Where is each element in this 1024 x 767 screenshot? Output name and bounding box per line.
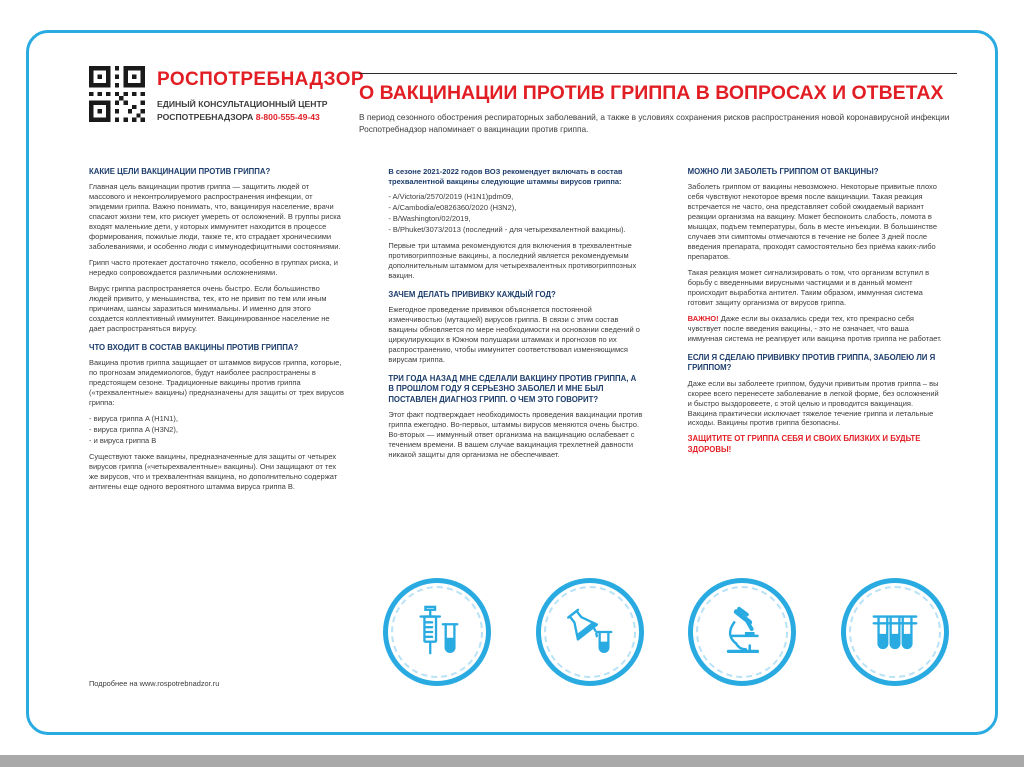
paragraph: Главная цель вакцинации против гриппа — защитить людей от массового и неконтролируемого распространения инфекции, от эпидемии гриппа. Важно понимать, что, вакцинируя население, врачи спасают жизни тем, кто рискует умереть от осложнений. В группы риска входят маленькие дети, у которых иммунитет находится в процессе формирования, пожилые люди, также те, кто страдает хроническими заболеваниями, и особенно люди с иммунодефицитными состояниями. <box>89 182 341 252</box>
question-heading: МОЖНО ЛИ ЗАБОЛЕТЬ ГРИППОМ ОТ ВАКЦИНЫ? <box>687 167 879 176</box>
microscope-icon <box>688 578 796 686</box>
important-note: ВАЖНО! Даже если вы оказались среди тех, кто прекрасно себя чувствует после введения вакцины, - это не означает, что ваша иммунная система не реагирует или вакцина против гриппа не работает. <box>687 313 942 343</box>
paragraph: Существуют также вакцины, предназначенные для защиты от четырех вирусов гриппа («четырехвалентные» вакцины). Они защищают от тех же вирусов, что и трехвалентная вакцина, но дополнительно содержат антигены еще одного вероятного штамма вируса гриппа B. <box>89 452 338 491</box>
list-item: - вируса гриппа A (H1N1), <box>89 414 178 424</box>
qr-code <box>89 66 145 122</box>
page-subtitle: В период сезонного обострения респираторных заболеваний, а также в условиях сохранения рисков распространения новой коронавирусной инфекции Роспотребнадзор напоминает о вакцинации против гриппа. <box>359 112 950 135</box>
question-heading: ЗАЧЕМ ДЕЛАТЬ ПРИВИВКУ КАЖДЫЙ ГОД? <box>388 289 556 299</box>
icons-row <box>383 578 949 686</box>
brand-block <box>157 69 367 125</box>
paragraph: Грипп часто протекает достаточно тяжело, особенно в группах риска, и нередко сопровождается различными осложнениями. <box>89 258 338 278</box>
strain-list <box>388 192 643 235</box>
list-item: - A/Cambodia/e0826360/2020 (H3N2), <box>388 202 517 212</box>
content-columns <box>89 167 943 498</box>
brand-subtitle <box>157 98 367 125</box>
list-item: - и вируса гриппа B <box>89 436 157 446</box>
column-right <box>688 167 943 498</box>
question-heading: ЕСЛИ Я СДЕЛАЮ ПРИВИВКУ ПРОТИВ ГРИППА, ЗАБОЛЕЮ ЛИ Я ГРИППОМ? <box>687 352 936 373</box>
flask-pouring-icon <box>536 578 644 686</box>
syringe-test-tube-icon <box>383 578 491 686</box>
paragraph: Такая реакция может сигнализировать о том, что организм вступил в борьбу с введенными вирусными частицами и в данный момент происходит выработка антител. Таким образом, иммунная система готовит защиту организма от вирусов гриппа. <box>687 268 930 308</box>
page-title: О ВАКЦИНАЦИИ ПРОТИВ ГРИППА В ВОПРОСАХ И ОТВЕТАХ <box>359 82 944 104</box>
question-heading: ТРИ ГОДА НАЗАД МНЕ СДЕЛАЛИ ВАКЦИНУ ПРОТИВ ГРИППА, А В ПРОШЛОМ ГОДУ Я СЕРЬЕЗНО ЗАБОЛЕЛ И МНЕ БЫЛ ПОСТАВЛЕН ДИАГНОЗ ГРИПП. О ЧЕМ ЭТО ГОВОРИТ? <box>388 373 637 404</box>
important-label: ВАЖНО! <box>687 313 721 323</box>
lead-paragraph: В сезоне 2021-2022 годов ВОЗ рекомендует включать в состав трехвалентной вакцины следующие штаммы вирусов гриппа: <box>388 167 623 186</box>
paragraph: Даже если вы заболеете гриппом, будучи привитым против гриппа – вы скорее всего перенесете заболевание в легкой форме, без осложнений и быстро выздоровеете, с этой целью и проводится вакцинация. Вакцина практически исключает тяжелое течение гриппа и летальные исходы. Вакцины против гриппа безопасны. <box>687 378 939 428</box>
paragraph: Вирус гриппа распространяется очень быстро. Если большинство людей привито, у меньшинства, тех, кто не привит по тем или иным причинам, шансы заразиться минимальны. И именно для этого создается коллективный иммунитет. Вакцинированное население не дает распространяться вирусу. <box>89 284 330 333</box>
paragraph: Ежегодное проведение прививок объясняется постоянной изменчивостью (мутацией) вирусов гриппа. В связи с этим состав вакцины обновляется по мере необходимости на основании сведений о циркулирующих в Южном полушарии штаммах и прогнозов по их распространению, чтобы иммунитет соответствовал изменяющимся вирусам гриппа. <box>388 305 640 364</box>
column-left <box>89 167 344 498</box>
hotline-phone: 8-800-555-49-43 <box>255 112 320 123</box>
poster-frame <box>26 30 998 735</box>
list-item: - A/Victoria/2570/2019 (H1N1)pdm09, <box>388 191 514 201</box>
question-heading: КАКИЕ ЦЕЛИ ВАКЦИНАЦИИ ПРОТИВ ГРИППА? <box>89 167 271 176</box>
list-item: - вируса гриппа A (H3N2), <box>89 425 178 435</box>
footer-website-note: Подробнее на www.rospotrebnadzor.ru <box>89 679 220 688</box>
paragraph: Вакцина против гриппа защищает от штаммов вирусов гриппа, которые, по прогнозам эпидемиологов, будут наиболее распространены в предстоящем сезоне. Традиционные вакцины против гриппа («трехвалентные» вакцины) предназначены для защиты от трех вирусов гриппа: <box>89 358 344 408</box>
consult-center-line2: РОСПОТРЕБНАДЗОРА <box>157 112 254 123</box>
test-tube-rack-icon <box>841 578 949 686</box>
column-middle <box>388 167 643 498</box>
title-block <box>359 73 957 136</box>
paragraph: Этот факт подтверждает необходимость проведения вакцинации против гриппа ежегодно. Во-первых, штаммы вирусов меняются очень быстро. Во-вторых — иммунный ответ организма на вакцинацию ослабевает с течением времени. В вашем случае вакцинация трехлетней давности никакой защиты для организма не обеспечивает. <box>388 409 643 459</box>
question-heading: ЧТО ВХОДИТ В СОСТАВ ВАКЦИНЫ ПРОТИВ ГРИППА? <box>89 342 299 352</box>
list-item: - B/Phuket/3073/2013 (последний - для четырехвалентной вакцины). <box>388 224 626 234</box>
strain-list <box>89 414 344 446</box>
paragraph: Заболеть гриппом от вакцины невозможно. Некоторые привитые плохо себя чувствуют некоторое время после вакцинации. Такая реакция встречается не часто, она представляет собой ожидаемый вариант реакции организма на вакцину. Может беспокоить слабость, ломота в мышцах, подъем температуры, боль в месте инъекции. В большинстве случаев эти симптомы отмечаются в течение не более 3 дней после введения препарата, проходят самостоятельно без приёма каких-либо препаратов. <box>687 182 937 262</box>
consult-center-line1: ЕДИНЫЙ КОНСУЛЬТАЦИОННЫЙ ЦЕНТР <box>157 99 328 109</box>
paragraph: Первые три штамма рекомендуются для включения в трехвалентные противогриппозные вакцины, а последний является рекомендуемым дополнительным штаммом для четырехвалентных противогриппозных вакцин. <box>388 240 637 280</box>
bottom-strip <box>0 755 1024 767</box>
list-item: - B/Washington/02/2019, <box>388 213 471 223</box>
brand-name: РОСПОТРЕБНАДЗОР <box>157 69 364 90</box>
call-to-action: ЗАЩИТИТЕ ОТ ГРИППА СЕБЯ И СВОИХ БЛИЗКИХ И БУДЬТЕ ЗДОРОВЫ! <box>687 434 921 454</box>
